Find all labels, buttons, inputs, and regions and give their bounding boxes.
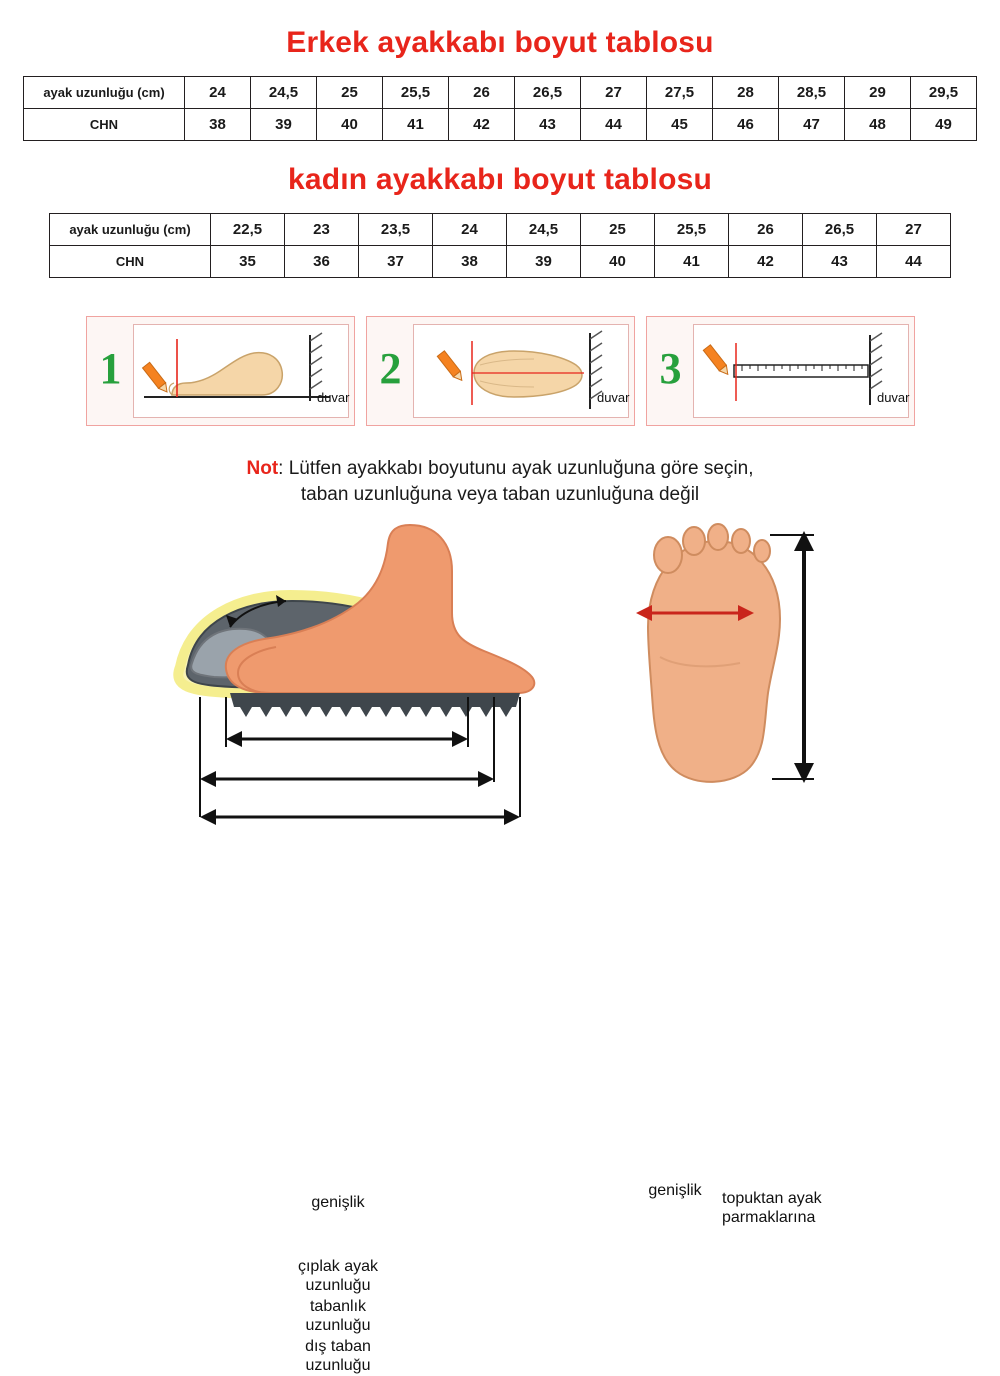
foot-side-measure-icon	[134, 325, 348, 417]
heel-to-toe-label-line2: parmaklarına	[722, 1209, 816, 1227]
note-label: Not	[246, 458, 279, 479]
cell: 24,5	[507, 214, 581, 246]
row-header: ayak uzunluğu (cm)	[24, 77, 185, 109]
cell: 36	[285, 246, 359, 278]
cell: 47	[779, 109, 845, 141]
cell: 24	[185, 77, 251, 109]
cell: 24	[433, 214, 507, 246]
sole-view-diagram	[600, 517, 920, 817]
heel-to-toe-label-line1: topuktan ayak	[722, 1190, 822, 1208]
row-header: CHN	[50, 246, 211, 278]
cell: 42	[449, 109, 515, 141]
outsole-length-label	[268, 1337, 408, 1375]
cell: 38	[185, 109, 251, 141]
women-size-table-wrap	[0, 213, 1000, 278]
foot-measurement-diagrams	[0, 517, 1000, 1375]
cell: 46	[713, 109, 779, 141]
cell: 28,5	[779, 77, 845, 109]
men-size-table-wrap	[0, 76, 1000, 141]
outsole-length-label-line2: uzunluğu	[305, 1357, 371, 1375]
cell: 29	[845, 77, 911, 109]
cell: 41	[383, 109, 449, 141]
cell: 42	[729, 246, 803, 278]
cell: 25,5	[655, 214, 729, 246]
cell: 28	[713, 77, 779, 109]
cell: 29,5	[911, 77, 977, 109]
row-header: CHN	[24, 109, 185, 141]
table-row	[50, 214, 951, 246]
insole-length-label-line1: tabanlık	[309, 1298, 367, 1316]
barefoot-length-label-line1: çıplak ayak	[297, 1258, 379, 1276]
cell: 49	[911, 109, 977, 141]
cell: 27,5	[647, 77, 713, 109]
cell: 26	[729, 214, 803, 246]
cell: 48	[845, 109, 911, 141]
cell: 27	[581, 77, 647, 109]
table-row	[24, 77, 977, 109]
cell: 26,5	[803, 214, 877, 246]
cell: 23	[285, 214, 359, 246]
cell: 24,5	[251, 77, 317, 109]
table-row	[24, 109, 977, 141]
heel-to-toe-label	[722, 1189, 902, 1227]
insole-length-label-line2: uzunluğu	[305, 1317, 371, 1335]
step-3	[646, 316, 915, 426]
wall-label: duvar	[316, 390, 350, 405]
sole-width-label: genişlik	[648, 1182, 702, 1200]
cell: 44	[877, 246, 951, 278]
cell: 25	[581, 214, 655, 246]
note-text-line2: taban uzunluğuna veya taban uzunluğuna değil	[300, 483, 700, 505]
cell: 26	[449, 77, 515, 109]
cell: 26,5	[515, 77, 581, 109]
cell: 40	[317, 109, 383, 141]
foot-top-measure-icon	[414, 325, 628, 417]
barefoot-length-label	[268, 1257, 408, 1295]
step-number: 1	[99, 344, 122, 393]
table-row	[50, 246, 951, 278]
men-size-chart-title: Erkek ayakkabı boyut tablosu	[286, 26, 714, 59]
step-2	[366, 316, 635, 426]
ruler-measure-icon	[694, 325, 908, 417]
men-size-table	[23, 76, 977, 141]
cell: 27	[877, 214, 951, 246]
insole-length-label	[268, 1297, 408, 1335]
side-width-label: genişlik	[311, 1194, 365, 1212]
cell: 37	[359, 246, 433, 278]
cell: 44	[581, 109, 647, 141]
cell: 43	[803, 246, 877, 278]
women-size-table	[49, 213, 951, 278]
cell: 39	[251, 109, 317, 141]
cell: 40	[581, 246, 655, 278]
cell: 23,5	[359, 214, 433, 246]
step-number: 2	[379, 344, 402, 393]
step-1	[86, 316, 355, 426]
measurement-steps	[0, 316, 1000, 426]
row-header: ayak uzunluğu (cm)	[50, 214, 211, 246]
side-view-diagram	[80, 517, 600, 897]
women-size-chart-title: kadın ayakkabı boyut tablosu	[287, 163, 713, 196]
cell: 39	[507, 246, 581, 278]
barefoot-length-label-line2: uzunluğu	[305, 1277, 371, 1295]
note-block	[0, 456, 1000, 507]
wall-label: duvar	[596, 390, 630, 405]
cell: 38	[433, 246, 507, 278]
cell: 45	[647, 109, 713, 141]
outsole-length-label-line1: dış taban	[305, 1338, 371, 1356]
cell: 25	[317, 77, 383, 109]
cell: 25,5	[383, 77, 449, 109]
wall-label: duvar	[876, 390, 910, 405]
cell: 41	[655, 246, 729, 278]
cell: 22,5	[211, 214, 285, 246]
step-number: 3	[659, 344, 682, 393]
cell: 43	[515, 109, 581, 141]
note-text: : Lütfen ayakkabı boyutunu ayak uzunluğuna göre seçin,	[278, 458, 754, 479]
cell: 35	[211, 246, 285, 278]
